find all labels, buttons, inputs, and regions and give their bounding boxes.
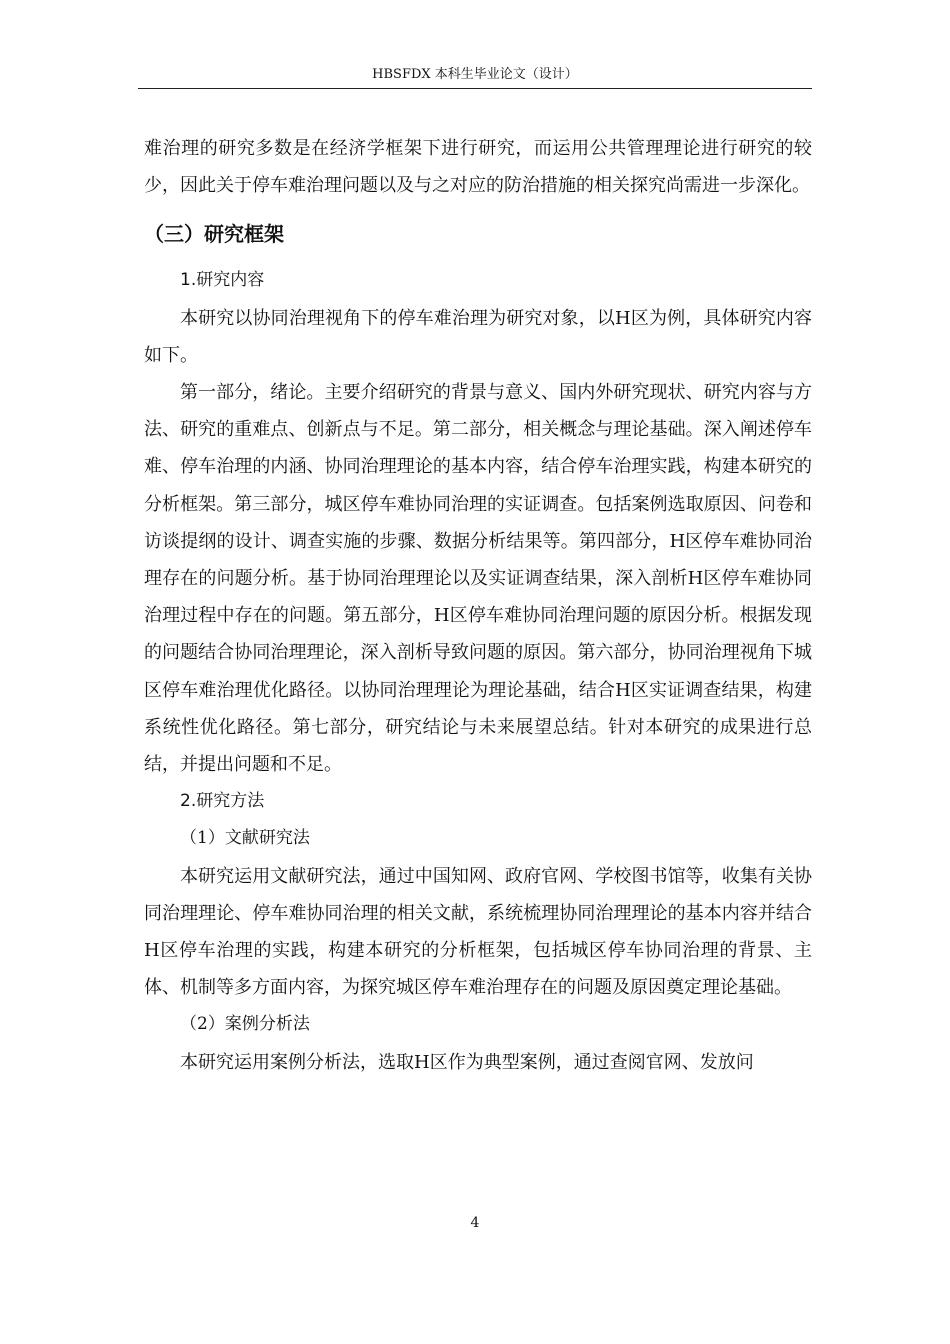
page-number: 4 — [470, 1215, 480, 1231]
subsection-heading-research-content: 1.研究内容 — [180, 270, 265, 291]
method-case-study-paragraph: 本研究运用案例分析法，选取H区作为典型案例，通过查阅官网、发放问 — [180, 1051, 754, 1073]
section-heading: （三）研究框架 — [144, 222, 284, 247]
method-literature-paragraph: 本研究运用文献研究法，通过中国知网、政府官网、学校图书馆等，收集有关协同治理理论、停车难协同治理的相关文献，系统梳理协同治理理论的基本内容并结合H区停车治理的实践，构建本研究的分析框架，包括城区停车协同治理的背景、主体、机制等多方面内容，为探究城区停车难治理存在的问题及原因奠定理论基础。 — [144, 865, 812, 999]
research-content-intro: 本研究以协同治理视角下的停车难治理为研究对象，以H区为例，具体研究内容如下。 — [144, 307, 812, 366]
research-content-parts: 第一部分，绪论。主要介绍研究的背景与意义、国内外研究现状、研究内容与方法、研究的重难点、创新点与不足。第二部分，相关概念与理论基础。深入阐述停车难、停车治理的内涵、协同治理理论的基本内容，结合停车治理实践，构建本研究的分析框架。第三部分，城区停车难协同治理的实证调查。包括案例选取原因、问卷和访谈提纲的设计、调查实施的步骤、数据分析结果等。第四部分，H区停车难协同治理存在的问题分析。基于协同治理理论以及实证调查结果，深入剖析H区停车难协同治理过程中存在的问题。第五部分，H区停车难协同治理问题的原因分析。根据发现的问题结合协同治理理论，深入剖析导致问题的原因。第六部分，协同治理视角下城区停车难治理优化路径。以协同治理理论为理论基础，结合H区实证调查结果，构建系统性优化路径。第七部分，研究结论与未来展望总结。针对本研究的成果进行总结，并提出问题和不足。 — [144, 382, 812, 776]
header-rule — [138, 88, 812, 89]
page-body — [144, 130, 812, 1081]
method-heading-case-study: （2）案例分析法 — [180, 1014, 310, 1035]
continued-paragraph: 难治理的研究多数是在经济学框架下进行研究，而运用公共管理理论进行研究的较少，因此关于停车难治理问题以及与之对应的防治措施的相关探究尚需进一步深化。 — [144, 138, 812, 197]
running-header: HBSFDX 本科生毕业论文（设计） — [372, 67, 578, 82]
subsection-heading-research-methods: 2.研究方法 — [180, 791, 265, 812]
method-heading-literature: （1）文献研究法 — [180, 828, 310, 849]
